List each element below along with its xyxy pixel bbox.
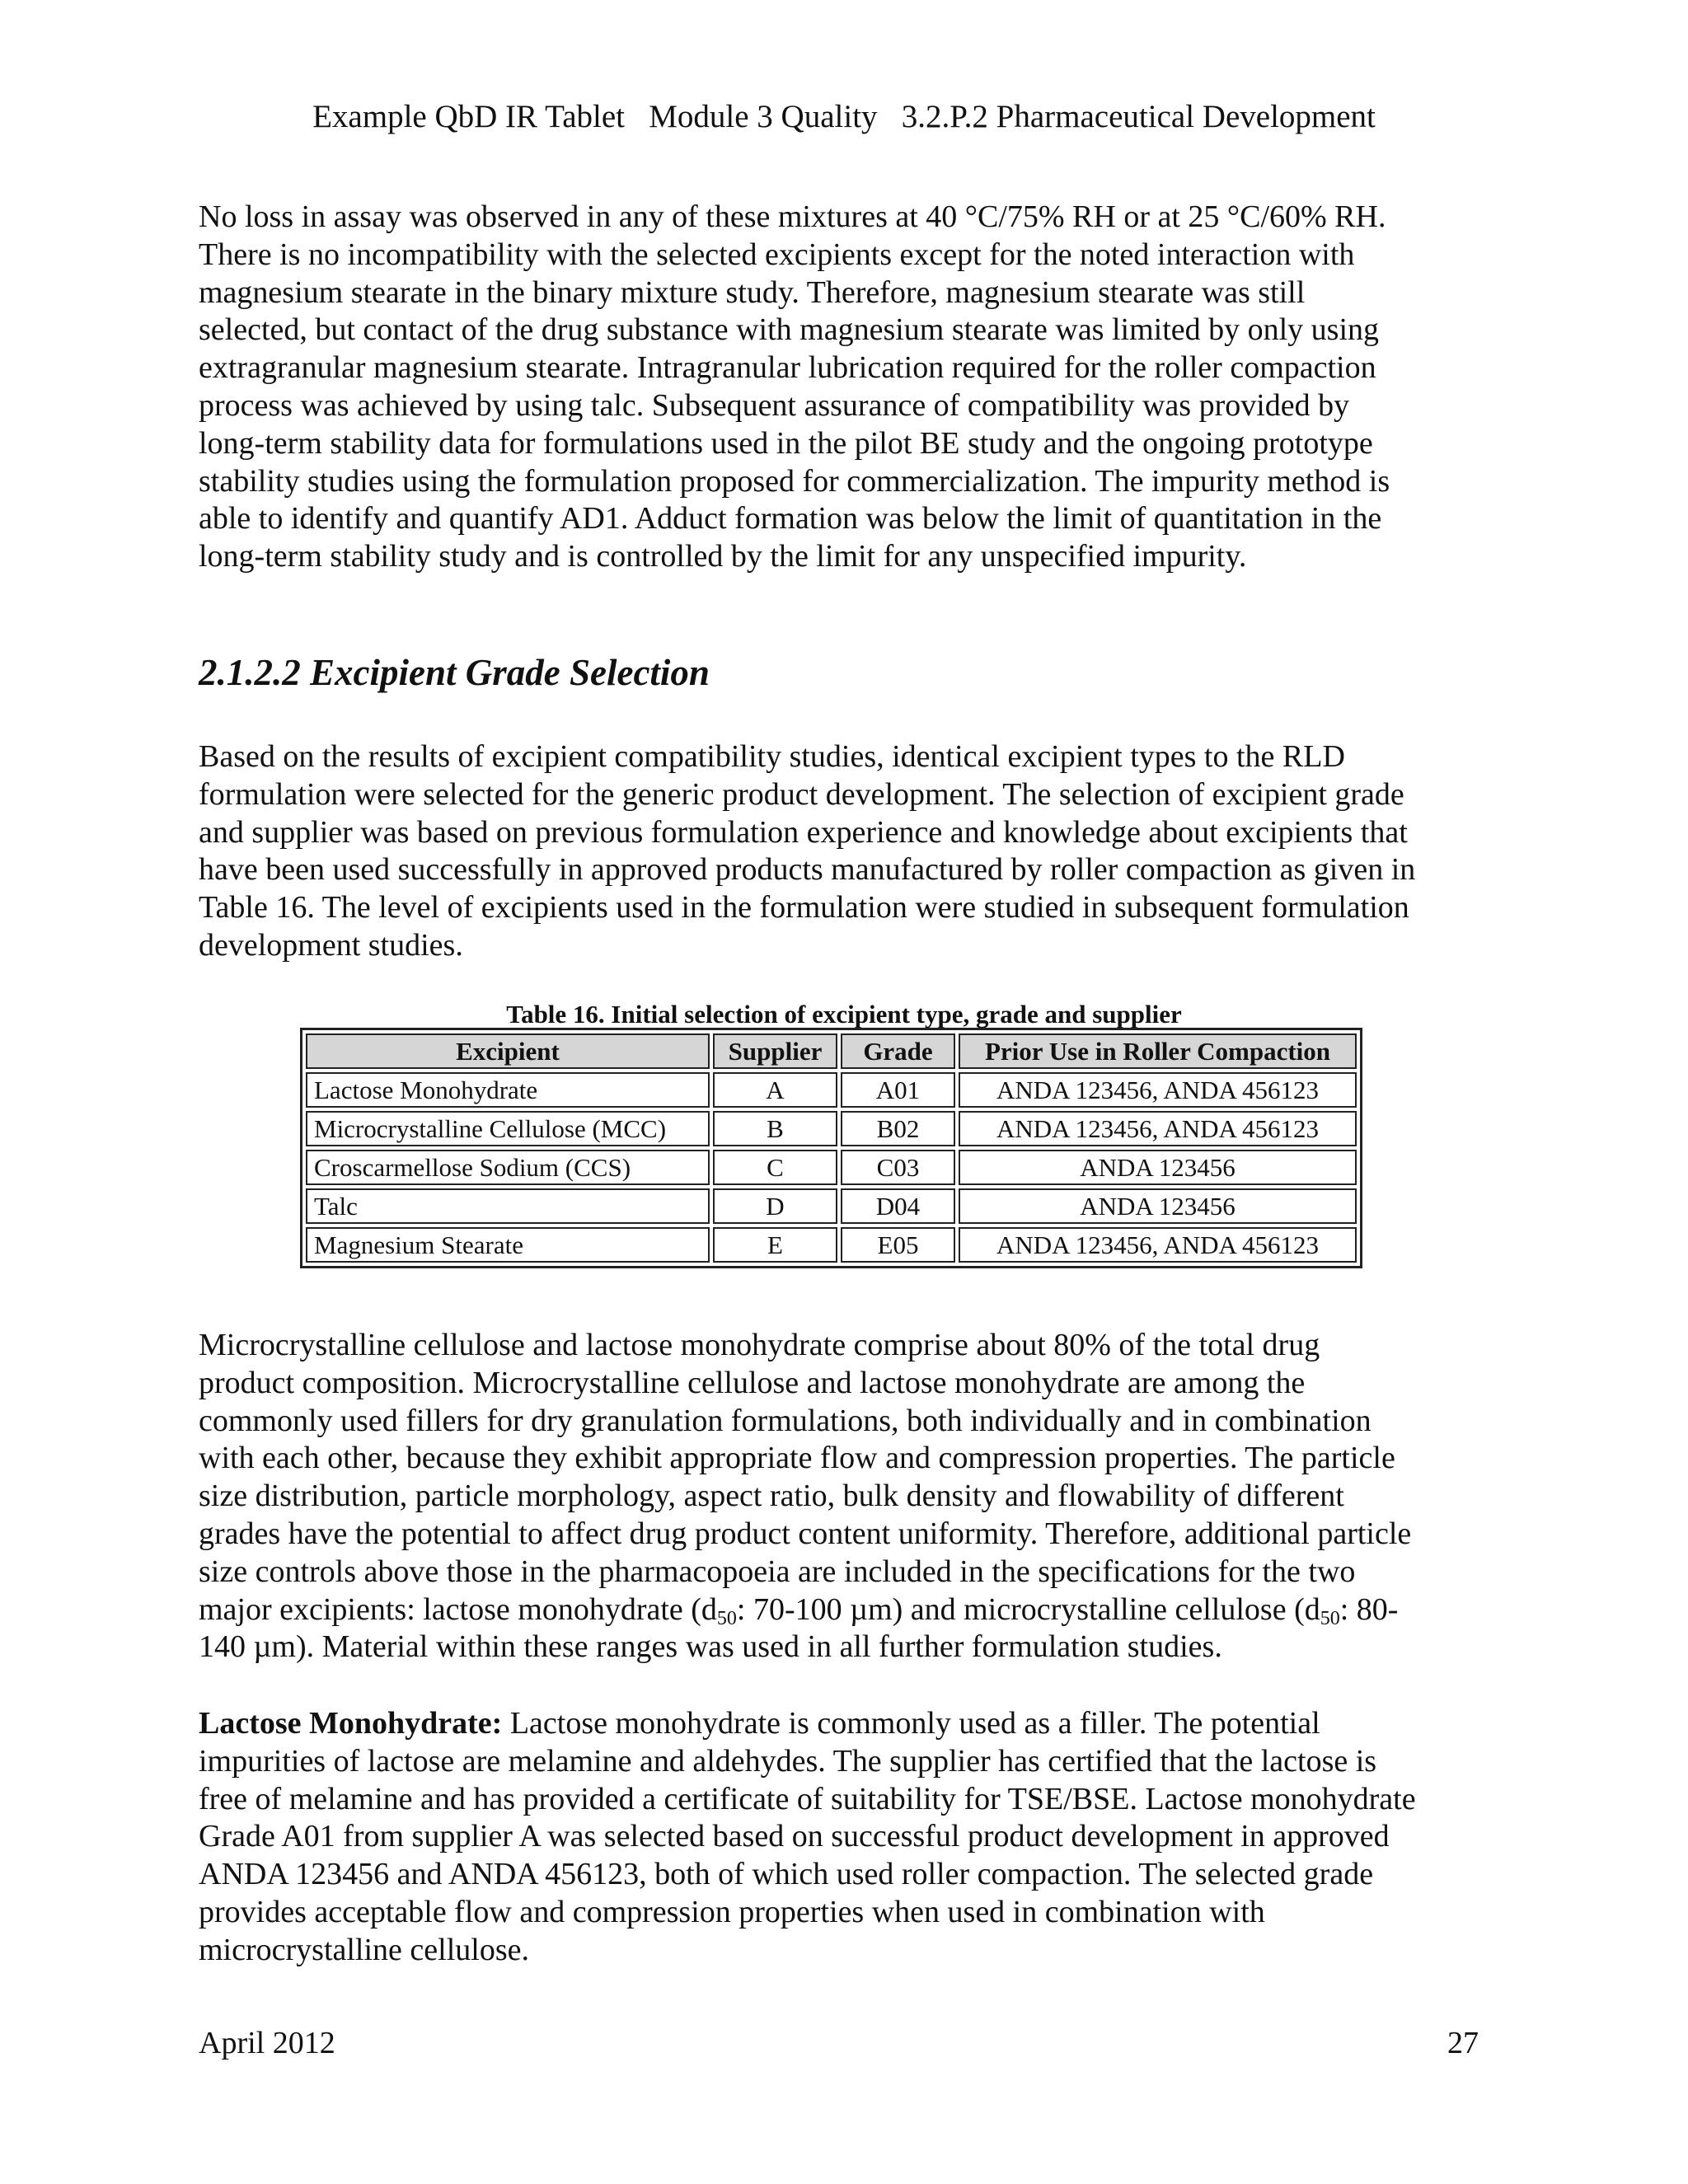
cell-prior-use: ANDA 123456, ANDA 456123 [959,1227,1357,1263]
cell-prior-use: ANDA 123456, ANDA 456123 [959,1111,1357,1146]
cell-prior-use: ANDA 123456 [959,1150,1357,1185]
text-line: able to identify and quantify AD1. Adduct formation was below the limit of quantitation in the [199,501,1382,537]
text-line: formulation were selected for the generic product development. The selection of excipient grade [199,776,1404,812]
text-line: 140 µm). Material within these ranges was used in all further formulation studies. [199,1629,1222,1665]
text-line: grades have the potential to affect drug product content uniformity. Therefore, additional particle [199,1516,1412,1551]
text-line: commonly used fillers for dry granulation formulations, both individually and in combination [199,1403,1372,1438]
text-line: and supplier was based on previous formulation experience and knowledge about excipients that [199,814,1408,850]
text-line: free of melamine and has provided a certificate of suitability for TSE/BSE. Lactose monohydrate [199,1781,1416,1816]
column-header-supplier: Supplier [713,1033,837,1069]
table-caption: Table 16. Initial selection of excipient type, grade and supplier [506,1000,1182,1029]
cell-excipient: Microcrystalline Cellulose (MCC) [306,1111,710,1146]
text-line: with each other, because they exhibit appropriate flow and compression properties. The particle [199,1441,1395,1476]
term-lactose-monohydrate: Lactose Monohydrate: [199,1706,503,1741]
text-segment: : 70-100 µm) and microcrystalline cellulose (d [736,1591,1320,1627]
cell-excipient: Talc [306,1188,710,1224]
text-line: Table 16. The level of excipients used in the formulation were studied in subsequent formulation [199,890,1409,926]
text-line: have been used successfully in approved products manufactured by roller compaction as given in [199,852,1416,888]
cell-prior-use: ANDA 123456, ANDA 456123 [959,1072,1357,1108]
text-line: Based on the results of excipient compatibility studies, identical excipient types to the RLD [199,739,1345,774]
table-row [306,1227,1357,1263]
cell-excipient: Croscarmellose Sodium (CCS) [306,1150,710,1185]
cell-prior-use: ANDA 123456 [959,1188,1357,1224]
text-line: Grade A01 from supplier A was selected based on successful product development in approved [199,1819,1390,1854]
text-line: long-term stability data for formulations used in the pilot BE study and the ongoing prototype [199,425,1373,461]
running-header: Example QbD IR Tablet Module 3 Quality 3.2.P.2 Pharmaceutical Development [312,99,1376,134]
text-line: stability studies using the formulation proposed for commercialization. The impurity method is [199,463,1390,499]
cell-grade: E05 [841,1227,955,1263]
text-line-particle-size [199,1591,1497,1629]
subscript-50: 50 [1320,1607,1340,1629]
text-segment: Lactose monohydrate is commonly used as a filler. The potential [502,1706,1320,1741]
cell-grade: D04 [841,1188,955,1224]
text-line: There is no incompatibility with the selected excipients except for the noted interaction with [199,237,1355,272]
text-line: selected, but contact of the drug substance with magnesium stearate was limited by only using [199,312,1380,348]
text-segment: major excipients: lactose monohydrate (d [199,1591,717,1627]
text-line: magnesium stearate in the binary mixture study. Therefore, magnesium stearate was still [199,274,1306,310]
text-line [199,1705,1497,1743]
text-line: size distribution, particle morphology, aspect ratio, bulk density and flowability of different [199,1479,1344,1514]
table-row [306,1111,1357,1146]
column-header-grade: Grade [841,1033,955,1069]
text-line: ANDA 123456 and ANDA 456123, both of which used roller compaction. The selected grade [199,1857,1374,1892]
text-line: process was achieved by using talc. Subsequent assurance of compatibility was provided by [199,387,1350,423]
table-row [306,1188,1357,1224]
text-line: long-term stability study and is controlled by the limit for any unspecified impurity. [199,539,1247,574]
cell-supplier: C [713,1150,837,1185]
text-line: development studies. [199,927,463,963]
section-heading: 2.1.2.2 Excipient Grade Selection [199,652,710,693]
text-line: impurities of lactose are melamine and aldehydes. The supplier has certified that the lactose is [199,1743,1377,1779]
cell-grade: B02 [841,1111,955,1146]
cell-supplier: B [713,1111,837,1146]
text-line: Microcrystalline cellulose and lactose monohydrate comprise about 80% of the total drug [199,1328,1320,1362]
column-header-excipient: Excipient [306,1033,710,1069]
paragraph-grade-selection-intro [199,738,1497,965]
cell-excipient: Magnesium Stearate [306,1227,710,1263]
cell-supplier: E [713,1227,837,1263]
cell-excipient: Lactose Monohydrate [306,1072,710,1108]
cell-supplier: A [713,1072,837,1108]
footer-date: April 2012 [199,2026,335,2060]
subscript-50: 50 [716,1607,737,1629]
text-line: product composition. Microcrystalline cellulose and lactose monohydrate are among the [199,1365,1306,1400]
excipient-selection-table [300,1028,1362,1268]
page-number: 27 [1447,2026,1479,2060]
cell-grade: A01 [841,1072,955,1108]
table-header-row [306,1033,1357,1069]
paragraph-compatibility-results [199,199,1497,576]
cell-grade: C03 [841,1150,955,1185]
text-line: microcrystalline cellulose. [199,1932,529,1967]
table-row [306,1072,1357,1108]
paragraph-lactose-monohydrate [199,1705,1497,1970]
column-header-prior-use: Prior Use in Roller Compaction [959,1033,1357,1069]
text-line: No loss in assay was observed in any of these mixtures at 40 °C/75% RH or at 25 °C/60% RH. [199,199,1386,234]
text-line: size controls above those in the pharmacopoeia are included in the specifications for the two [199,1554,1356,1589]
text-line: extragranular magnesium stearate. Intragranular lubrication required for the roller compaction [199,350,1376,386]
table-row [306,1150,1357,1185]
text-segment: : 80- [1339,1591,1399,1627]
paragraph-filler-discussion [199,1327,1497,1666]
cell-supplier: D [713,1188,837,1224]
text-line: provides acceptable flow and compression properties when used in combination with [199,1894,1265,1929]
